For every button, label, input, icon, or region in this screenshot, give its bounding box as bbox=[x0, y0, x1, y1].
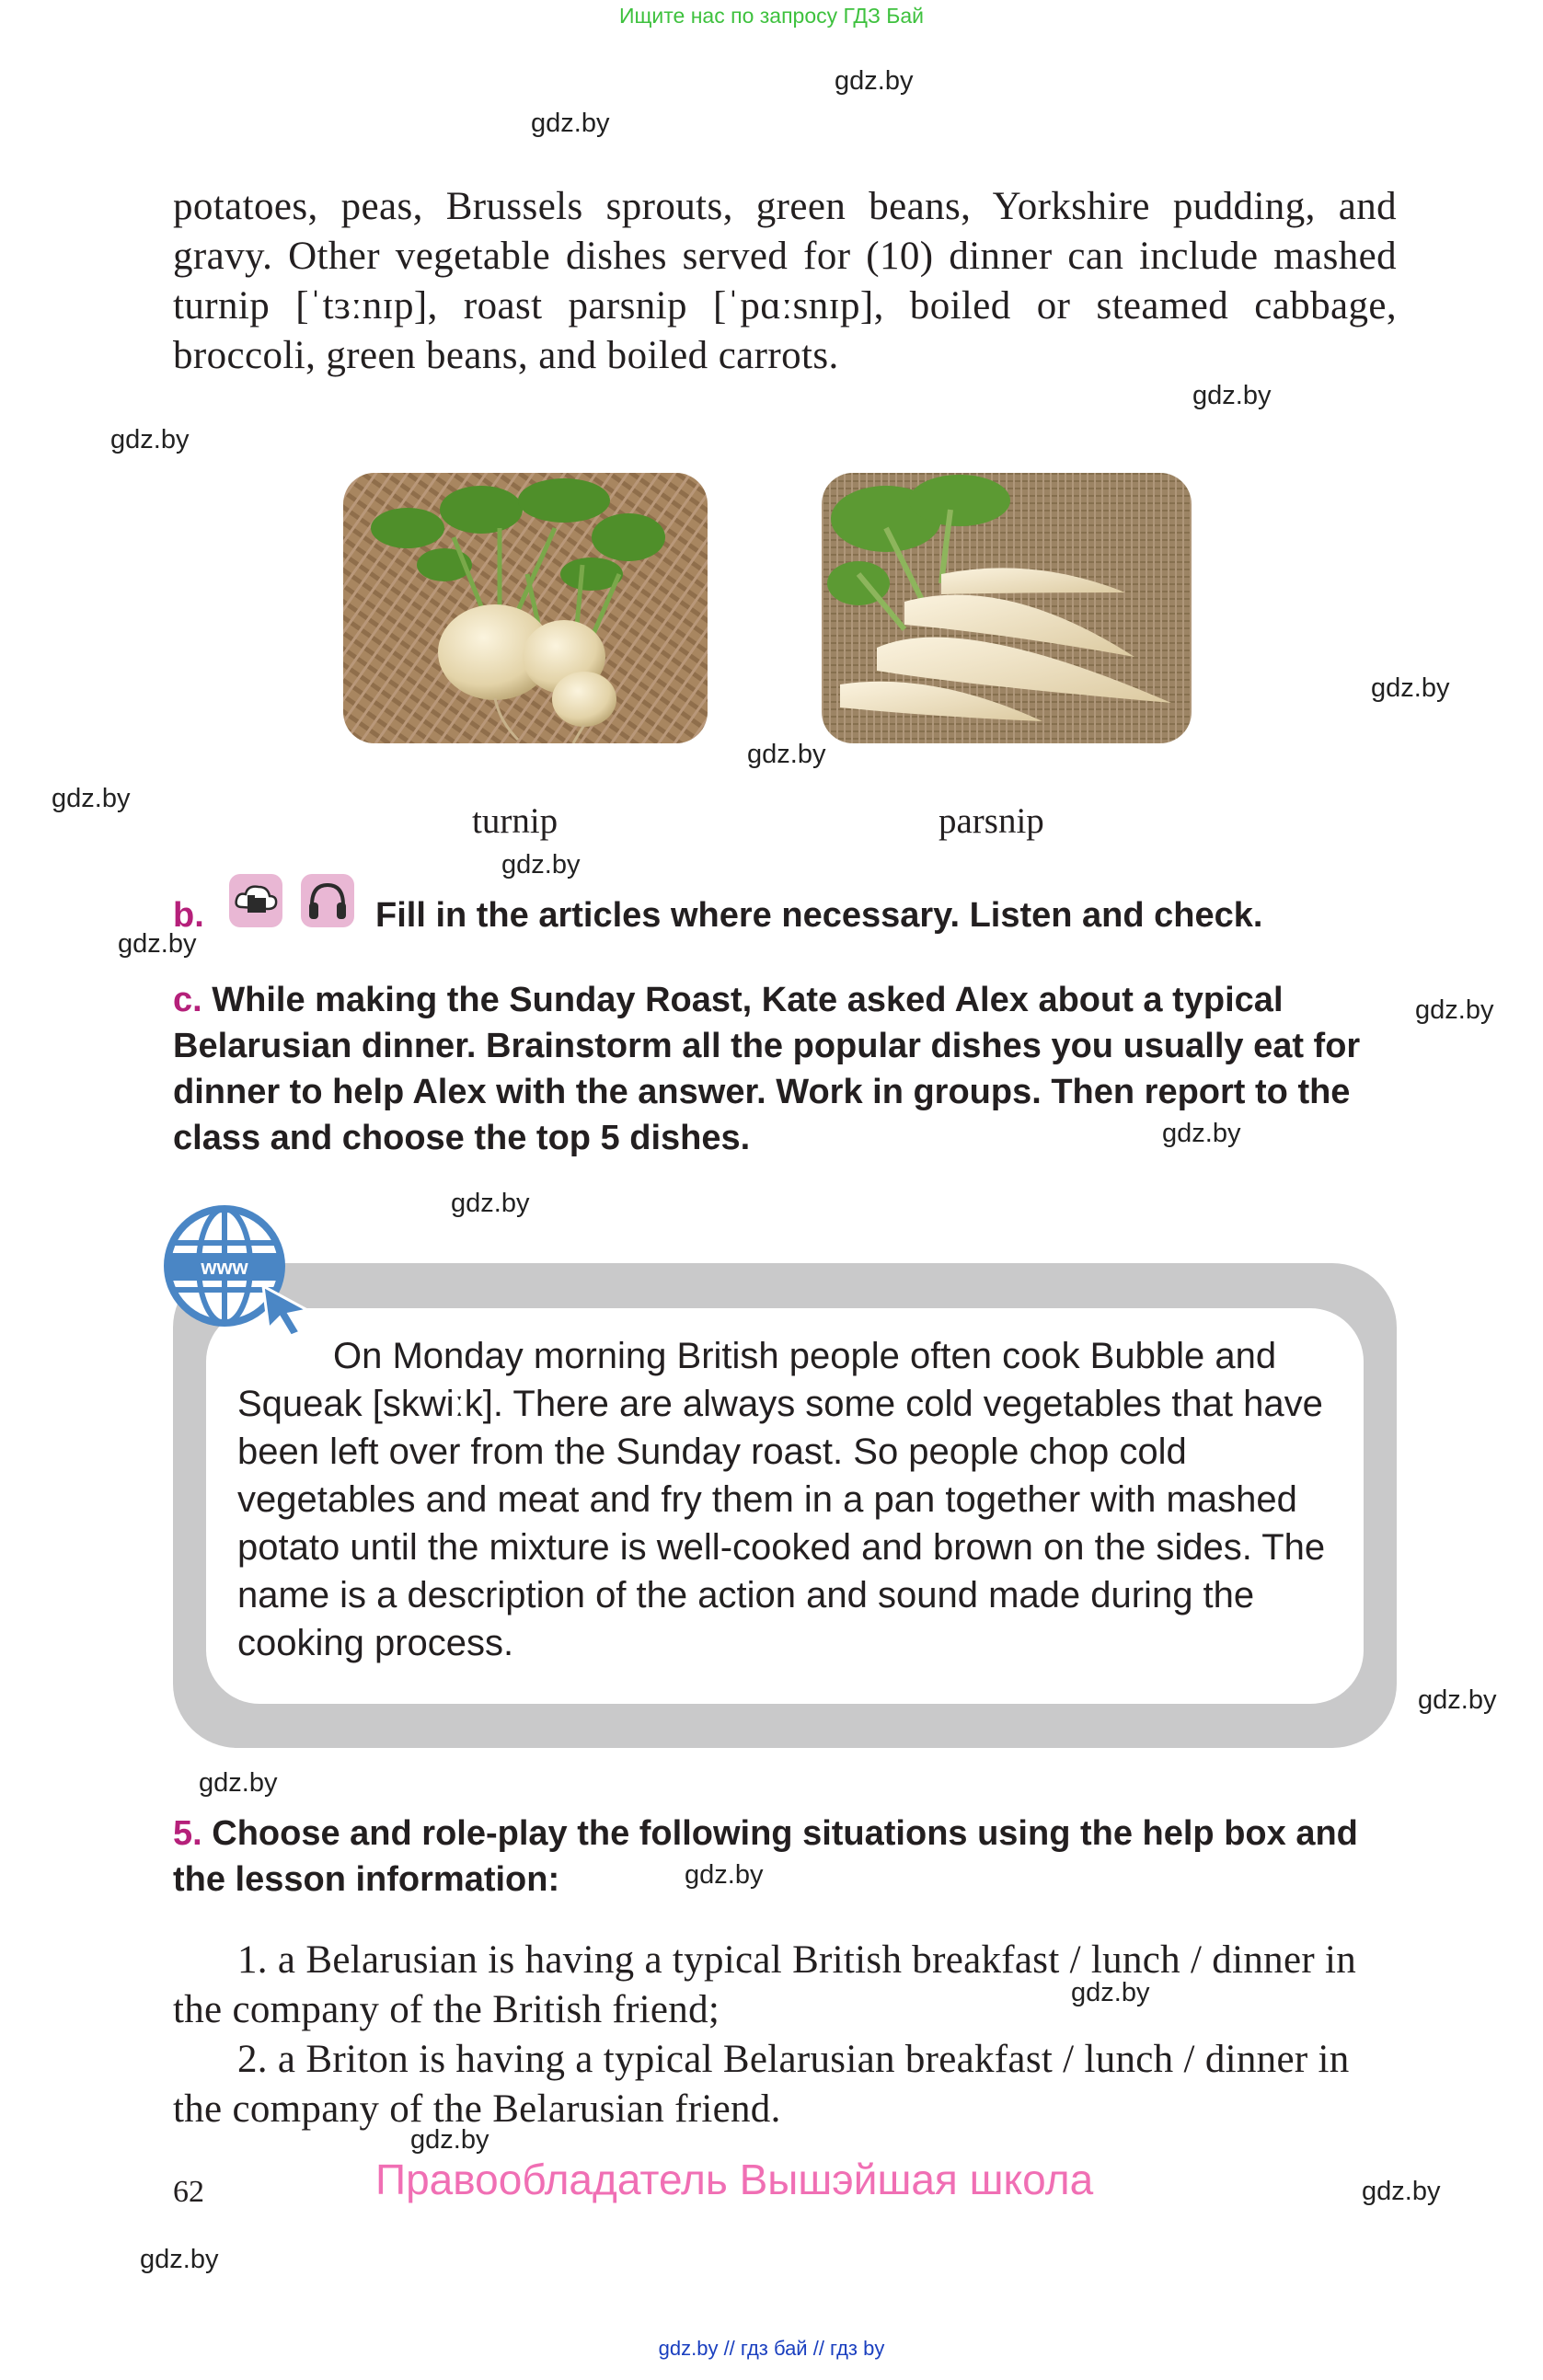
watermark: gdz.by bbox=[747, 740, 826, 769]
watermark: gdz.by bbox=[1192, 381, 1272, 410]
watermark: gdz.by bbox=[451, 1189, 530, 1218]
turnip-caption: turnip bbox=[472, 801, 558, 841]
headphones-icon bbox=[301, 874, 354, 927]
copyright-notice: Правообладатель Вышэйшая школа bbox=[375, 2156, 1094, 2203]
watermark: gdz.by bbox=[531, 109, 610, 138]
globe-www-icon bbox=[160, 1201, 317, 1339]
copy-exercise-button[interactable] bbox=[229, 874, 282, 927]
situation-item: 2. a Briton is having a typical Belarusian breakfast / lunch / dinner in the company of the Belarusian friend. bbox=[173, 2038, 1350, 2131]
parsnip-photo bbox=[822, 473, 1192, 743]
parsnip-caption: parsnip bbox=[938, 801, 1044, 841]
task-b-letter: b. bbox=[173, 896, 204, 935]
watermark: gdz.by bbox=[110, 425, 190, 454]
watermark: gdz.by bbox=[685, 1860, 764, 1890]
top-banner[interactable]: Ищите нас по запросу ГДЗ Бай bbox=[618, 4, 925, 28]
task-5-text: Choose and role-play the following situations using the help box and the lesson information: bbox=[173, 1814, 1358, 1899]
task-c-letter: c. bbox=[173, 981, 202, 1019]
footer-links[interactable]: gdz.by // гдз бай // гдз by bbox=[658, 2337, 885, 2360]
info-box-text bbox=[237, 1332, 1332, 1667]
task-5-number: 5. bbox=[173, 1814, 202, 1853]
cloud-folder-icon bbox=[229, 874, 282, 927]
watermark: gdz.by bbox=[835, 66, 914, 96]
turnip-photo bbox=[343, 473, 708, 743]
watermark: gdz.by bbox=[118, 929, 197, 959]
situation-item: 1. a Belarusian is having a typical British breakfast / lunch / dinner in the company of the British friend; bbox=[173, 1938, 1357, 2031]
task-b bbox=[173, 892, 204, 938]
watermark: gdz.by bbox=[1415, 995, 1494, 1025]
situations-list bbox=[173, 1936, 1397, 2134]
watermark: gdz.by bbox=[199, 1768, 278, 1798]
task-c-text: While making the Sunday Roast, Kate asked Alex about a typical Belarusian dinner. Brainstorm all the popular dishes you usually eat for dinner to help Alex with the answer. Work in groups. Then report to the class and choose the top 5 dishes. bbox=[173, 981, 1361, 1157]
globe-www-label: www bbox=[201, 1256, 248, 1279]
watermark: gdz.by bbox=[1362, 2177, 1441, 2206]
watermark: gdz.by bbox=[1418, 1685, 1497, 1715]
paragraph-text: potatoes, peas, Brussels sprouts, green beans, Yorkshire pudding, and gravy. Other vegetable dishes served for (10) dinner can include mashed turnip [ˈtɜːnɪp], roast parsnip [ˈpɑːsnɪp], boiled or steamed cabbage, broccoli, green beans, and boiled carrots. bbox=[173, 185, 1397, 377]
watermark: gdz.by bbox=[1371, 673, 1450, 703]
info-paragraph: On Monday morning British people often cook Bubble and Squeak [skwiːk]. There are always some cold vegetables that have been left over from the Sunday roast. So people chop cold vegetables and meat and fry them in a pan together with mashed potato until the mixture is well-cooked and brown on the sides. The name is a description of the action and sound made during the cooking process. bbox=[237, 1336, 1326, 1663]
listen-audio-button[interactable] bbox=[301, 874, 354, 927]
task-c bbox=[173, 977, 1397, 1161]
watermark: gdz.by bbox=[140, 2245, 219, 2274]
task-5 bbox=[173, 1811, 1397, 1903]
watermark: gdz.by bbox=[52, 784, 131, 813]
intro-paragraph bbox=[173, 182, 1397, 381]
watermark: gdz.by bbox=[1071, 1978, 1150, 2007]
page-number: 62 bbox=[173, 2175, 204, 2209]
watermark: gdz.by bbox=[501, 850, 581, 880]
watermark: gdz.by bbox=[410, 2125, 489, 2155]
watermark: gdz.by bbox=[1162, 1119, 1241, 1148]
task-b-text: Fill in the articles where necessary. Listen and check. bbox=[375, 896, 1263, 935]
